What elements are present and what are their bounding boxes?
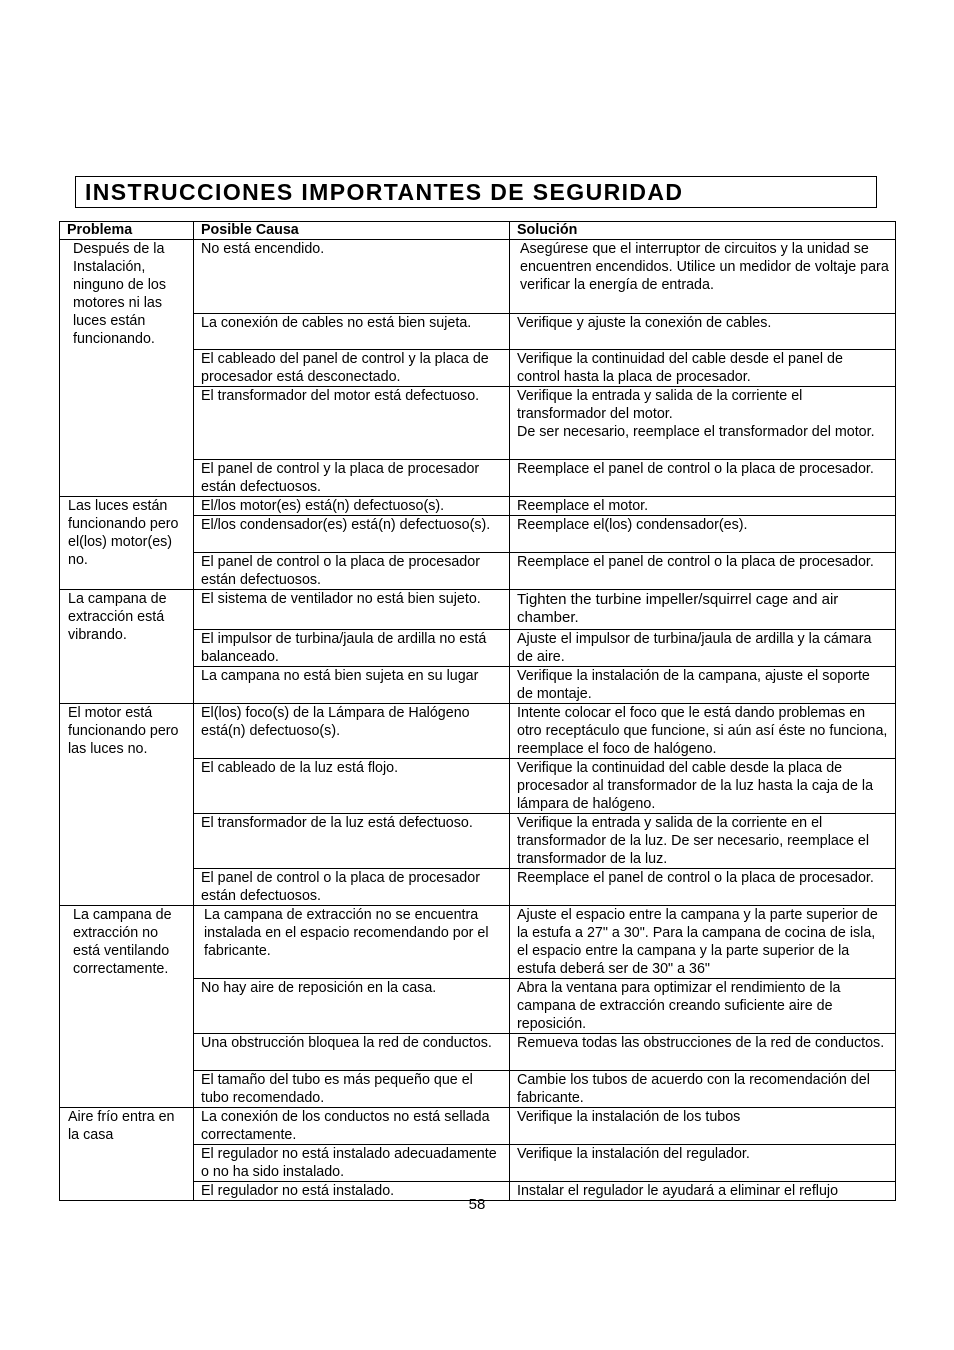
cause-cell: El(los) foco(s) de la Lámpara de Halógeno está(n) defectuoso(s). bbox=[194, 704, 510, 759]
header-solution: Solución bbox=[510, 222, 896, 240]
problem-cell: Después de la Instalación, ninguno de los motores ni las luces están funcionando. bbox=[60, 240, 194, 497]
table-row bbox=[60, 590, 896, 630]
cause-cell: El panel de control y la placa de procesador están defectuosos. bbox=[194, 460, 510, 497]
solution-cell: Verifique y ajuste la conexión de cables. bbox=[510, 314, 896, 350]
page-number: 58 bbox=[468, 1196, 486, 1213]
cause-cell: El/los motor(es) está(n) defectuoso(s). bbox=[194, 497, 510, 516]
cause-cell: La campana no está bien sujeta en su lugar bbox=[194, 667, 510, 704]
page-title: INSTRUCCIONES IMPORTANTES DE SEGURIDAD bbox=[85, 178, 684, 205]
cause-cell: La campana de extracción no se encuentra instalada en el espacio recomendando por el fabricante. bbox=[194, 906, 510, 979]
table-header-row bbox=[60, 222, 896, 240]
solution-cell: Reemplace el panel de control o la placa de procesador. bbox=[510, 553, 896, 590]
solution-cell: Reemplace el panel de control o la placa de procesador. bbox=[510, 460, 896, 497]
solution-cell: Abra la ventana para optimizar el rendimiento de la campana de extracción creando suficiente aire de reposición. bbox=[510, 979, 896, 1034]
solution-cell: Intente colocar el foco que le está dando problemas en otro receptáculo que funcione, si aún así éste no funciona, reemplace el foco de halógeno. bbox=[510, 704, 896, 759]
table-row bbox=[60, 906, 896, 979]
solution-cell: Verifique la instalación del regulador. bbox=[510, 1145, 896, 1182]
cause-cell: El tamaño del tubo es más pequeño que el tubo recomendado. bbox=[194, 1071, 510, 1108]
cause-cell: El transformador del motor está defectuoso. bbox=[194, 387, 510, 460]
problem-cell: La campana de extracción no está ventilando correctamente. bbox=[60, 906, 194, 1108]
header-problem: Problema bbox=[60, 222, 194, 240]
cause-cell: El regulador no está instalado adecuadamente o no ha sido instalado. bbox=[194, 1145, 510, 1182]
cause-cell: El panel de control o la placa de procesador están defectuosos. bbox=[194, 869, 510, 906]
cause-cell: El transformador de la luz está defectuoso. bbox=[194, 814, 510, 869]
solution-cell: Verifique la continuidad del cable desde el panel de control hasta la placa de procesador. bbox=[510, 350, 896, 387]
cause-cell: El panel de control o la placa de procesador están defectuosos. bbox=[194, 553, 510, 590]
solution-cell: Asegúrese que el interruptor de circuitos y la unidad se encuentren encendidos. Utilice un medidor de voltaje para verificar la energía de entrada. bbox=[510, 240, 896, 314]
solution-cell: Verifique la instalación de la campana, ajuste el soporte de montaje. bbox=[510, 667, 896, 704]
solution-line: Verifique la entrada y salida de la corriente el transformador del motor. bbox=[517, 388, 803, 422]
table-row bbox=[60, 497, 896, 516]
solution-cell: Instalar el regulador le ayudará a eliminar el reflujo bbox=[510, 1182, 896, 1201]
table-row bbox=[60, 704, 896, 759]
cause-cell: No hay aire de reposición en la casa. bbox=[194, 979, 510, 1034]
solution-line: De ser necesario, reemplace el transformador del motor. bbox=[517, 424, 875, 440]
solution-cell: Remueva todas las obstrucciones de la red de conductos. bbox=[510, 1034, 896, 1071]
solution-cell: Tighten the turbine impeller/squirrel cage and air chamber. bbox=[510, 590, 896, 630]
problem-cell: Aire frío entra en la casa bbox=[60, 1108, 194, 1201]
solution-cell: Reemplace el motor. bbox=[510, 497, 896, 516]
cause-cell: El cableado de la luz está flojo. bbox=[194, 759, 510, 814]
solution-cell bbox=[510, 387, 896, 460]
solution-cell: Cambie los tubos de acuerdo con la recomendación del fabricante. bbox=[510, 1071, 896, 1108]
problem-cell: Las luces están funcionando pero el(los) motor(es) no. bbox=[60, 497, 194, 590]
cause-cell: El impulsor de turbina/jaula de ardilla no está balanceado. bbox=[194, 630, 510, 667]
cause-cell: No está encendido. bbox=[194, 240, 510, 314]
cause-cell: El cableado del panel de control y la placa de procesador está desconectado. bbox=[194, 350, 510, 387]
table-row bbox=[60, 1108, 896, 1145]
solution-cell: Reemplace el(los) condensador(es). bbox=[510, 516, 896, 553]
cause-cell: La conexión de cables no está bien sujeta. bbox=[194, 314, 510, 350]
table-row bbox=[60, 240, 896, 314]
problem-cell: El motor está funcionando pero las luces no. bbox=[60, 704, 194, 906]
problem-cell: La campana de extracción está vibrando. bbox=[60, 590, 194, 704]
solution-cell: Verifique la instalación de los tubos bbox=[510, 1108, 896, 1145]
solution-cell: Verifique la continuidad del cable desde la placa de procesador al transformador de la luz hasta la caja de la lámpara de halógeno. bbox=[510, 759, 896, 814]
solution-cell: Verifique la entrada y salida de la corriente en el transformador de la luz. De ser necesario, reemplace el transformador de la luz. bbox=[510, 814, 896, 869]
cause-cell: El regulador no está instalado. bbox=[194, 1182, 510, 1201]
troubleshooting-table bbox=[59, 221, 896, 1201]
solution-cell: Reemplace el panel de control o la placa de procesador. bbox=[510, 869, 896, 906]
solution-cell: Ajuste el espacio entre la campana y la parte superior de la estufa a 27" a 30". Para la campana de cocina de isla, el espacio entre la campana y la parte superior de la estufa deberá ser de 30" a 36" bbox=[510, 906, 896, 979]
solution-cell: Ajuste el impulsor de turbina/jaula de ardilla y la cámara de aire. bbox=[510, 630, 896, 667]
title-box bbox=[75, 176, 877, 208]
cause-cell: El sistema de ventilador no está bien sujeto. bbox=[194, 590, 510, 630]
cause-cell: La conexión de los conductos no está sellada correctamente. bbox=[194, 1108, 510, 1145]
cause-cell: Una obstrucción bloquea la red de conductos. bbox=[194, 1034, 510, 1071]
header-cause: Posible Causa bbox=[194, 222, 510, 240]
cause-cell: El/los condensador(es) está(n) defectuoso(s). bbox=[194, 516, 510, 553]
